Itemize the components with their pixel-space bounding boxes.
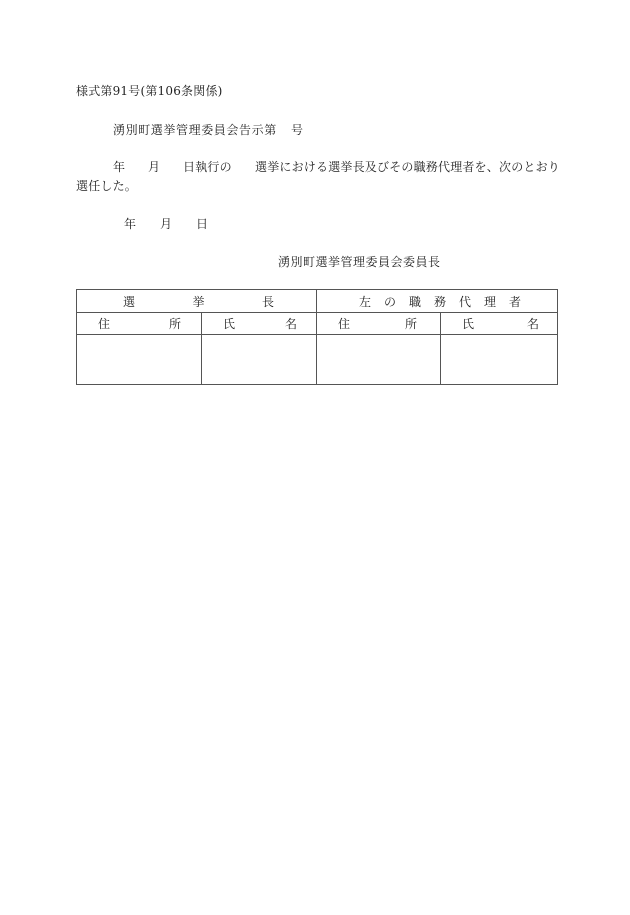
body-text: 選挙における選挙長及びその職務代理者を、次のとおり [255, 160, 561, 174]
cell-chief-name[interactable] [202, 335, 317, 385]
col-address [317, 313, 441, 335]
header-char: 職 [409, 294, 422, 309]
header-char: 住 [338, 317, 351, 331]
header-char: 者 [509, 294, 522, 309]
header-deputy [317, 290, 558, 313]
header-char: 所 [168, 317, 181, 331]
body-day-exec: 日執行の [183, 160, 232, 174]
cell-chief-address[interactable] [77, 335, 202, 385]
col-address [77, 313, 202, 335]
header-election-chief [77, 290, 317, 313]
date-day: 日 [196, 217, 209, 231]
header-char: 理 [484, 294, 497, 309]
notice-suffix: 号 [291, 123, 304, 137]
body-month: 月 [148, 160, 161, 174]
header-char: 左 [359, 294, 372, 309]
header-char: 氏 [223, 317, 236, 331]
header-char: 氏 [462, 317, 475, 331]
col-name [202, 313, 317, 335]
date-year: 年 [124, 217, 137, 231]
header-char: 名 [527, 317, 540, 331]
header-char: の [384, 294, 397, 309]
form-number: 様式第91号(第106条関係) [76, 84, 223, 98]
cell-deputy-address[interactable] [317, 335, 441, 385]
header-char: 選 [123, 294, 136, 309]
header-char: 名 [285, 317, 298, 331]
header-char: 住 [98, 317, 111, 331]
appointment-table [76, 289, 558, 385]
body-line2: 選任した。 [76, 179, 138, 193]
header-char: 所 [405, 317, 418, 331]
col-name [441, 313, 558, 335]
signatory: 湧別町選挙管理委員会委員長 [278, 255, 441, 269]
header-char: 務 [434, 294, 447, 309]
header-char: 挙 [192, 294, 205, 309]
body-year: 年 [113, 160, 126, 174]
header-char: 長 [262, 294, 275, 309]
notice-title: 湧別町選挙管理委員会告示第 [113, 123, 277, 137]
cell-deputy-name[interactable] [441, 335, 558, 385]
date-month: 月 [160, 217, 173, 231]
header-char: 代 [459, 294, 472, 309]
